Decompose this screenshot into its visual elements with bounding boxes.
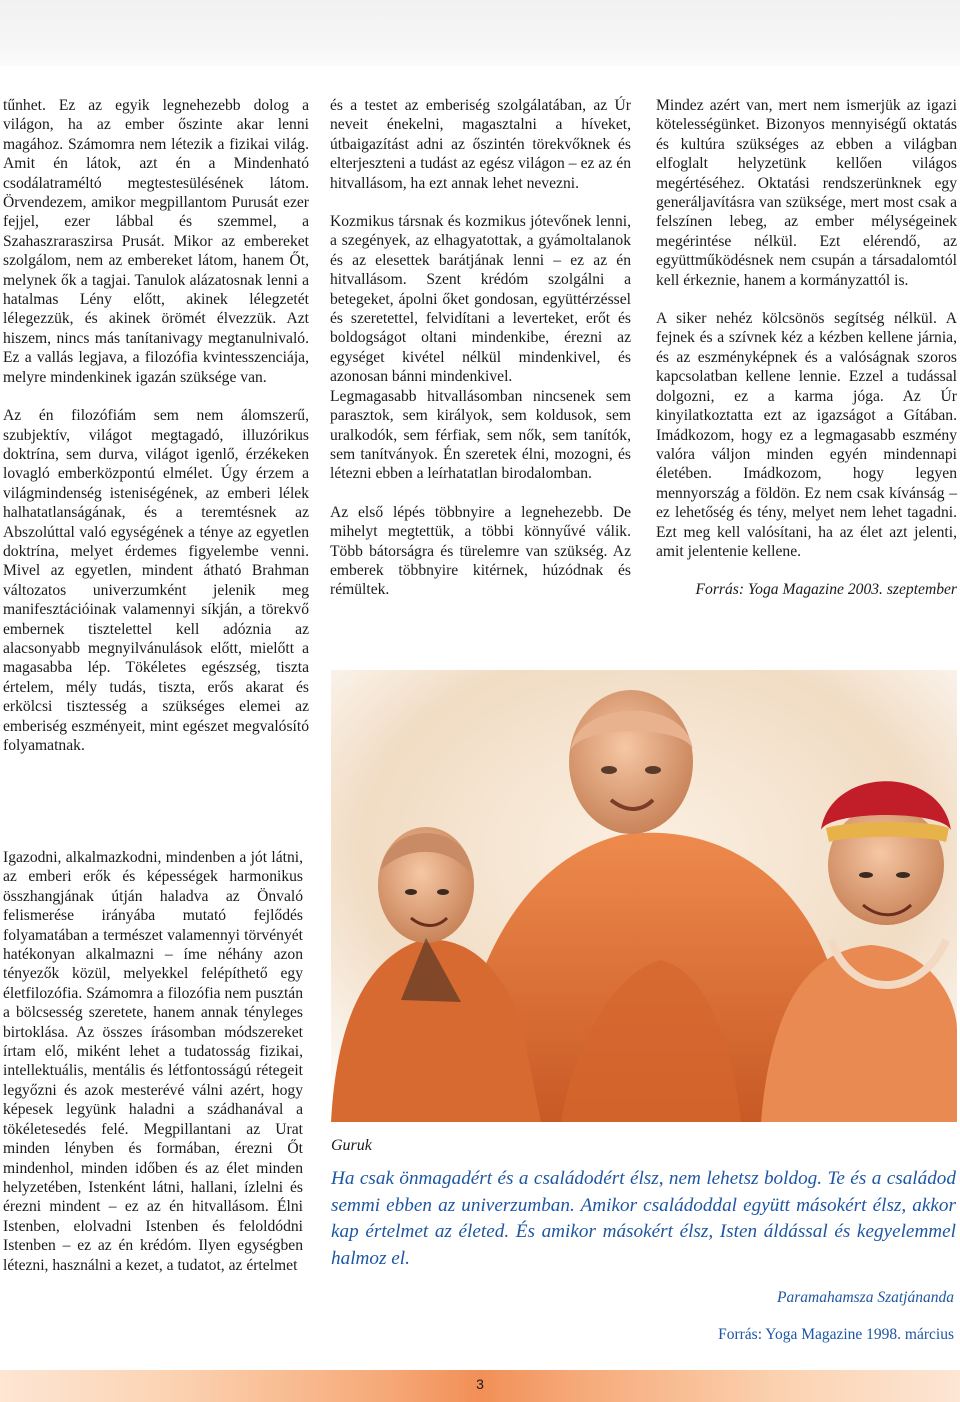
paragraph: tűnhet. Ez az egyik legnehezebb dolog a világon, ha az ember őszinte akar lenni magához. Számomra nem létezik a fizikai világ. Amit én látok, azt én a Mindenható csodálatraméltó megtestesülésének látom. Örvendezem, amikor megpillantom Purusát ezer fejjel, ezer lábbal és szemmel, a Szahaszraraszirsa Prusát. Mikor az embereket szolgálom, nem az embereket látom, hanem Őt, melynek ők a tagjai. Tanulok alázatosnak lenni a hatalmas Lény előtt, akinek lélegzetét lélegezzük, és akinek örömét élvezzük. Azt hiszem, nincs más tanítanivagy megtanulnivaló. Ez a vallás legjava, a filozófia kvintesszenciája, melyre mindenkinek igazán szüksége van.	[3, 97, 309, 386]
paragraph: Kozmikus társnak és kozmikus jótevőnek lenni, a szegények, az elhagyatottak, a gyámoltalanok és az elesettek barátjának lenni – ez az én hitvallásom. Szent krédóm szolgálni a betegeket, ápolni őket gondosan, együttérzéssel és szeretettel, felvidítani a leverteket, erőt és boldogságot oltani mindenkibe, érezni az egységet kivétel nélkül mindenkivel, és azonosan bánni mindenkivel.	[330, 213, 631, 386]
paragraph: Az első lépés többnyire a legnehezebb. De mihelyt megtettük, a többi könnyűvé válik. Több bátorságra és türelemre van szükség. Az emberek többnyire kitérnek, húzódnak és rémültek.	[330, 503, 631, 599]
paragraph: és a testet az emberiség szolgálatában, az Úr neveit énekelni, magasztalni a híveket, útbaigazítást adni az őszintén törekvőknek és elterjeszteni a tudást az egész világon – ez az én hitvallásom, ha ezt annak lehet nevezni.	[330, 97, 631, 192]
pull-quote: Ha csak önmagadért és a családodért élsz, nem lehetsz boldog. Te és a családod semmi ebben az univerzumban. Amikor családoddal együtt másokért élsz, akkor kap értelmet az életed. És amikor másokért élsz, Isten áldással és kegyelemmel halmoz el.	[331, 1168, 956, 1269]
quote-author: Paramahamsza Szatjánanda	[777, 1289, 954, 1306]
paragraph: Az én filozófiám sem nem álomszerű, szubjektív, világot megtagadó, illuzórikus doktrína, sem durva, világot igenlő, érzékeken lovagló emberközpontú elmélet. Úgy érzem a világmindenség isteniségének, az emberi lélek halhatatlanságának, és a teremtésnek az Abszolúttal való egységének a ténye az egyetlen doktrína, melyet érdemes figyelembe venni. Mivel az egyetlen, mindent átható Brahman változatos univerzumként jelenik meg manifesztációinak valamennyi síkján, a törekvő embernek tisztelettel kell adóznia az alacsonyabb megnyilvánulások előtt, mielőtt a magasabba lép. Tökéletes egészség, tiszta értelem, mély tudás, tiszta, erős akarat és erkölcsi tisztesség a szükséges elemei az emberiség eszményeit, mint egészet megvalósító folyamatnak.	[3, 407, 309, 754]
page-number: 3	[476, 1376, 484, 1392]
paragraph: Igazodni, alkalmazkodni, mindenben a jót látni, az emberi erők és képességek harmonikus összhangjának útján haladva az Önvaló felismerése irányába mutató fejlődés folyamatában a természet valamennyi törvényét hatékonyan alkalmazni – íme néhány azon tényezők közül, melyekkel felépíthető egy életfilozófia. Számomra a filozófia nem pusztán a bölcsesség szeretete, hanem annak tényleges birtoklása. Az összes írásomban módszereket írtam elő, miként lehet a tudatosság fizikai, intellektuális, mentális és létfontosságú rétegeit legyőzni és azok mesterévé válni azért, hogy képesek legyünk haladni a szádhanával a tökéletesedés felé. Megpillantani az Urat minden lényben és formában, érezni Őt mindenhol, minden időben és az élet minden helyzetében, Istenként látni, hallani, ízlelni és érezni mindent – ez az én hitvallásom. Élni Istenben, elolvadni Istenben és feloldódni Istenben – ez az én krédóm. Ilyen egységben létezni, használni a kezet, a tudatot, az értelmet	[3, 849, 303, 1274]
paragraph: Mindez azért van, mert nem ismerjük az igazi kötelességünket. Bizonyos mennyiségű oktatás és kultúra szükséges az ebben a világban elfoglalt helyzetünk kellően világos megértéséhez. Oktatási rendszerünknek egy generáljavításra van szüksége, mert most csak a felszínen lebeg, az ember mélységeinek megérintése nélkül. Ezt elérendő, az együttműködésnek nem csupán a társadalomtól kell érkeznie, hanem a kormányzattól is.	[656, 97, 957, 289]
left-column-top	[3, 96, 309, 755]
middle-column	[330, 96, 631, 600]
article-source: Forrás: Yoga Magazine 2003. szeptember	[695, 581, 957, 599]
right-column	[656, 96, 957, 600]
gurus-photo	[331, 670, 957, 1122]
paragraph: A siker nehéz kölcsönös segítség nélkül. A fejnek és a szívnek kéz a kézben kellene járnia, és az eszményképnek és a valóságnak szoros kapcsolatban kellene lennie. Ezzel a tudással dolgozni, ez a karma jóga. Az Úr kinyilatkoztatta ezt az igazságot a Gítában. Imádkozom, hogy ez a legmagasabb eszmény valóra váljon minden egyén mindennapi életében. Imádkozom, hogy legyen mennyország a földön. Ez nem csak kívánság – ez lehetőség és tény, melyet nem lehet tagadni. Ezt meg kell valósítani, ha az élet azt jelenti, amit jelentenie kellene.	[656, 310, 957, 560]
gurus-photo-illustration	[331, 670, 957, 1122]
photo-caption: Guruk	[331, 1137, 372, 1154]
quote-source: Forrás: Yoga Magazine 1998. március	[718, 1326, 954, 1343]
paragraph: Legmagasabb hitvallásomban nincsenek sem parasztok, sem királyok, sem koldusok, sem uralkodók, sem férfiak, sem nők, sem tanítók, sem tanítványok. Én szeretek élni, mozogni, és létezni ebben a leírhatatlan birodalomban.	[330, 387, 631, 483]
header-band	[0, 0, 960, 66]
left-column-bottom	[3, 848, 303, 1275]
